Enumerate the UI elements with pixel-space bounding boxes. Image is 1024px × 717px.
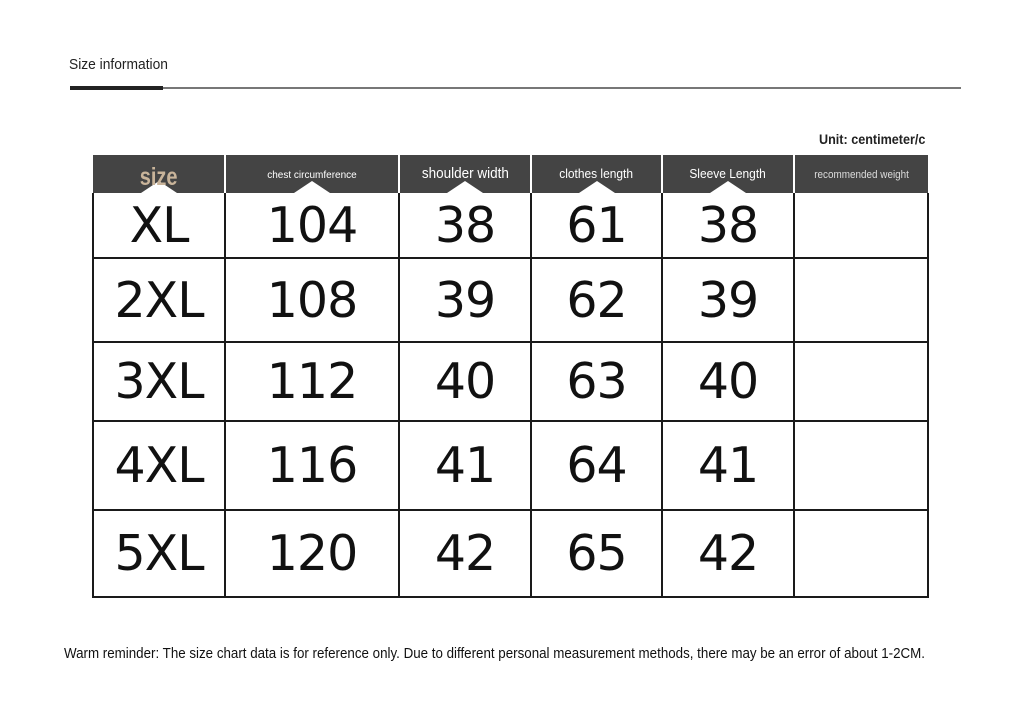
cell-sleeve: 39 bbox=[662, 258, 794, 342]
title-divider bbox=[70, 87, 961, 89]
cell-size: 5XL bbox=[93, 510, 225, 597]
table-row bbox=[93, 421, 928, 510]
table-row bbox=[93, 510, 928, 597]
cell-sleeve: 41 bbox=[662, 421, 794, 510]
cell-shoulder: 41 bbox=[399, 421, 531, 510]
cell-chest: 116 bbox=[225, 421, 399, 510]
cell-sleeve: 40 bbox=[662, 342, 794, 421]
size-table-container bbox=[92, 155, 927, 598]
unit-label: Unit: centimeter/c bbox=[819, 131, 926, 147]
cell-length: 65 bbox=[531, 510, 662, 597]
cell-weight bbox=[794, 510, 928, 597]
size-table bbox=[92, 155, 929, 598]
cell-size: 4XL bbox=[93, 421, 225, 510]
cell-chest: 120 bbox=[225, 510, 399, 597]
cell-weight bbox=[794, 193, 928, 258]
cell-shoulder: 40 bbox=[399, 342, 531, 421]
cell-shoulder: 42 bbox=[399, 510, 531, 597]
header-sleeve-length: Sleeve Length bbox=[662, 155, 794, 193]
cell-length: 62 bbox=[531, 258, 662, 342]
cell-weight bbox=[794, 258, 928, 342]
cell-size: 3XL bbox=[93, 342, 225, 421]
cell-weight bbox=[794, 342, 928, 421]
cell-size: XL bbox=[93, 193, 225, 258]
title-divider-accent bbox=[70, 86, 163, 90]
cell-chest: 108 bbox=[225, 258, 399, 342]
cell-length: 61 bbox=[531, 193, 662, 258]
page-title: Size information bbox=[69, 56, 168, 73]
cell-shoulder: 38 bbox=[399, 193, 531, 258]
header-chest: chest circumference bbox=[225, 155, 399, 193]
cell-length: 63 bbox=[531, 342, 662, 421]
header-clothes-length: clothes length bbox=[531, 155, 662, 193]
cell-shoulder: 39 bbox=[399, 258, 531, 342]
cell-sleeve: 42 bbox=[662, 510, 794, 597]
cell-weight bbox=[794, 421, 928, 510]
table-row bbox=[93, 193, 928, 258]
cell-chest: 112 bbox=[225, 342, 399, 421]
header-shoulder: shoulder width bbox=[399, 155, 531, 193]
cell-sleeve: 38 bbox=[662, 193, 794, 258]
warm-reminder-note: Warm reminder: The size chart data is for reference only. Due to different personal measurement methods, there may be an error of about 1-2CM. bbox=[64, 645, 925, 662]
cell-size: 2XL bbox=[93, 258, 225, 342]
table-row bbox=[93, 258, 928, 342]
table-header-row bbox=[93, 155, 928, 193]
header-size: size bbox=[93, 155, 225, 193]
cell-chest: 104 bbox=[225, 193, 399, 258]
header-recommended-weight: recommended weight bbox=[794, 155, 928, 193]
table-row bbox=[93, 342, 928, 421]
cell-length: 64 bbox=[531, 421, 662, 510]
